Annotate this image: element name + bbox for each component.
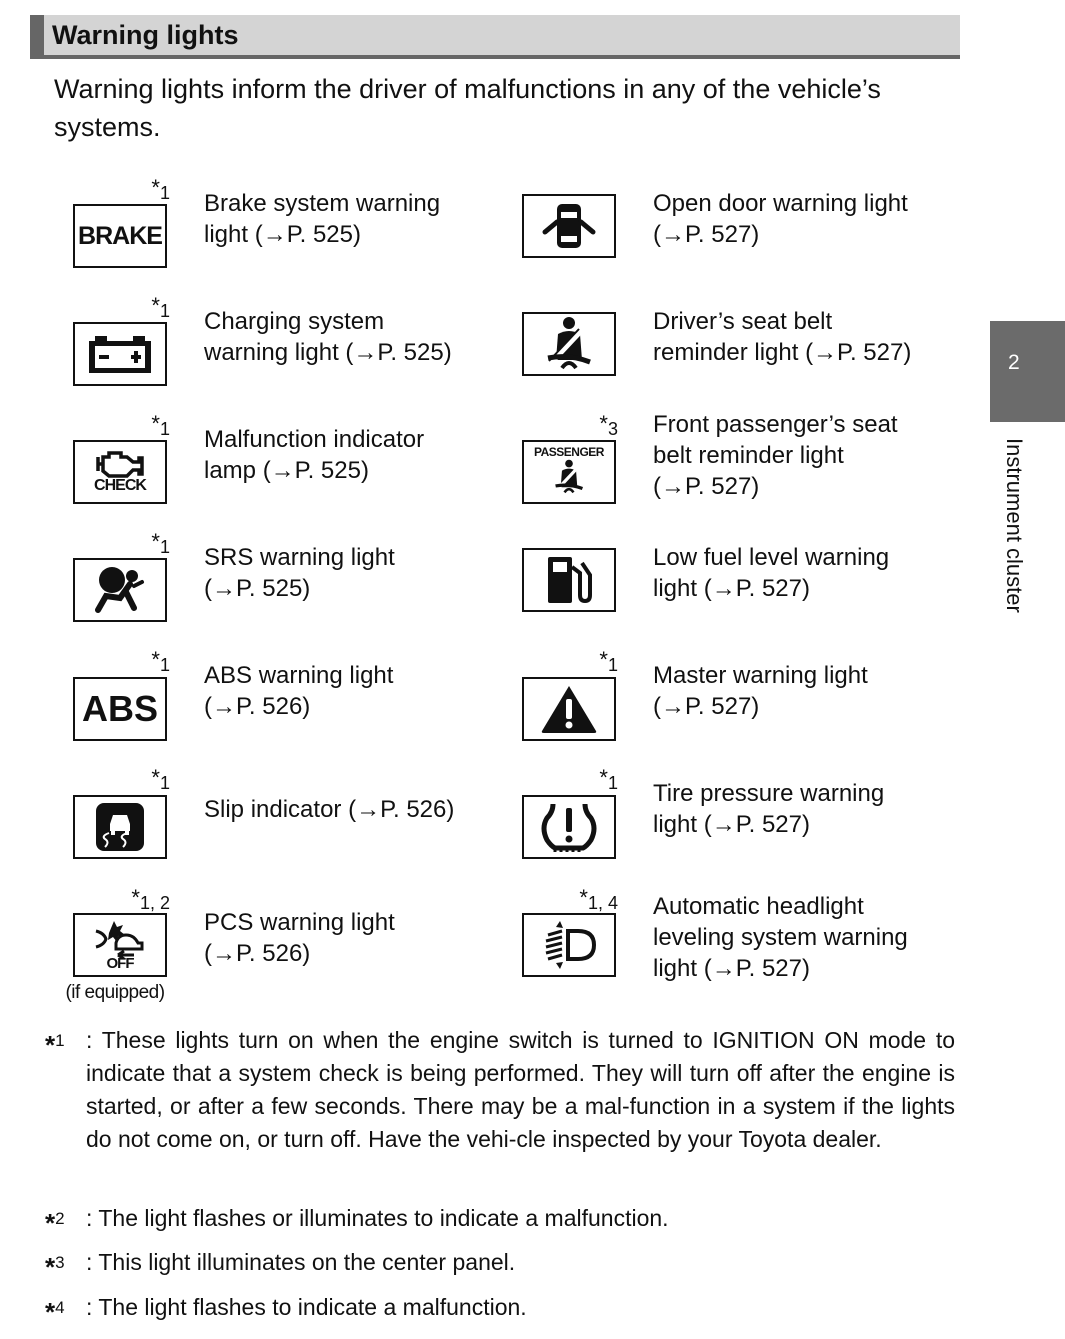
brake-icon	[73, 204, 167, 268]
abs-icon-text: ABS	[81, 688, 158, 729]
airbag-glyph	[92, 564, 148, 616]
passenger-seat-belt-icon	[522, 440, 616, 504]
chapter-title	[1000, 438, 1030, 648]
note-mark: $*_1$	[151, 647, 170, 675]
pcs-glyph	[92, 919, 148, 959]
brake-icon-text: BRAKE	[78, 221, 162, 250]
note-mark: $*_1$	[151, 765, 170, 793]
passenger-icon-text: PASSENGER	[534, 445, 604, 459]
item-label-malfunction	[204, 424, 504, 486]
battery-icon-glyph	[85, 332, 155, 376]
intro-paragraph: Warning lights inform the driver of malfunctions in any of the vehicle’s systems.	[54, 74, 881, 142]
item-label-fuel	[653, 542, 953, 604]
section-header	[30, 15, 960, 59]
seat-belt-glyph	[544, 316, 594, 372]
label-line: reminder light (→P. 527)	[653, 339, 912, 366]
fuel-icon	[522, 548, 616, 612]
engine-glyph	[94, 449, 146, 479]
if-equipped-note: (if equipped)	[65, 982, 165, 1003]
label-line: Charging system	[204, 308, 385, 335]
item-label-brake	[204, 188, 504, 250]
master-warning-icon	[522, 677, 616, 741]
open-door-icon	[522, 194, 616, 258]
pcs-icon	[73, 913, 167, 977]
footnote-text: : This light illuminates on the center panel.	[86, 1249, 516, 1275]
passenger-belt-glyph	[553, 459, 585, 495]
label-line: light (→P. 527)	[653, 811, 810, 838]
note-mark: $*_1$	[599, 647, 618, 675]
seat-belt-icon	[522, 312, 616, 376]
note-mark: $*_1$	[151, 529, 170, 557]
chapter-title-text: Instrument cluster	[1002, 438, 1027, 613]
footnote-text: : The light flashes to indicate a malfunction.	[86, 1294, 527, 1320]
airbag-icon	[73, 558, 167, 622]
battery-icon	[73, 322, 167, 386]
label-line: Tire pressure warning	[653, 780, 885, 807]
footnote-mark: *$^3$	[45, 1252, 65, 1282]
check-engine-icon	[73, 440, 167, 504]
note-mark: $*_1$	[151, 411, 170, 439]
label-line: belt reminder light	[653, 442, 844, 469]
label-line: ABS warning light	[204, 662, 394, 689]
headlight-glyph	[534, 917, 604, 973]
slip-glyph	[95, 802, 145, 852]
tire-pressure-glyph	[539, 800, 599, 854]
label-line: lamp (→P. 525)	[204, 457, 369, 484]
item-label-passenger	[653, 409, 953, 502]
label-line: (→P. 525)	[204, 575, 311, 602]
label-line: (→P. 527)	[653, 221, 760, 248]
footnote-mark: *$^2$	[45, 1208, 65, 1238]
note-mark: $*_1$	[151, 293, 170, 321]
note-mark: $*_{1, 2}$	[131, 885, 170, 913]
note-mark: $*_1$	[151, 175, 170, 203]
label-line: Brake system warning	[204, 190, 441, 217]
item-label-slip	[204, 794, 514, 825]
label-line: light (→P. 527)	[653, 955, 810, 982]
label-line: SRS warning light	[204, 544, 395, 571]
label-line: (→P. 526)	[204, 940, 311, 967]
footnote-2	[45, 1202, 955, 1238]
item-label-srs	[204, 542, 504, 604]
tire-pressure-icon	[522, 795, 616, 859]
note-mark: $*_1$	[599, 765, 618, 793]
label-line: Automatic headlight	[653, 893, 864, 920]
open-door-glyph	[541, 200, 597, 252]
label-line: Front passenger’s seat	[653, 411, 898, 438]
label-line: Driver’s seat belt	[653, 308, 833, 335]
section-title: Warning lights	[52, 20, 239, 50]
chapter-tab	[990, 321, 1065, 422]
check-engine-text: CHECK	[94, 477, 146, 494]
item-label-charging	[204, 306, 504, 368]
item-label-open-door	[653, 188, 953, 250]
label-line: (→P. 527)	[653, 693, 760, 720]
warning-triangle-glyph	[539, 683, 599, 735]
footnote-3	[45, 1246, 955, 1282]
label-line: (→P. 527)	[653, 473, 760, 500]
item-label-master	[653, 660, 953, 722]
label-line: Slip indicator (→P. 526)	[204, 796, 455, 823]
footnote-mark: *$^1$	[45, 1030, 65, 1060]
slip-indicator-icon	[73, 795, 167, 859]
fuel-glyph	[544, 553, 594, 607]
footnote-mark: *$^4$	[45, 1297, 65, 1327]
footnote-text: : These lights turn on when the engine switch is turned to IGNITION ON mode to indicate that a system check is being performed. They will turn off after the engine is started, or after a few seconds. There may be a mal-function in a system if the lights do not come on, or turn off. Have the vehi-cle inspected by your Toyota dealer.	[86, 1027, 955, 1152]
label-line: light (→P. 525)	[204, 221, 361, 248]
chapter-number: 2	[1008, 351, 1020, 374]
item-label-tire	[653, 778, 953, 840]
footnote-4	[45, 1291, 955, 1327]
item-label-pcs	[204, 907, 504, 969]
item-label-headlight	[653, 891, 953, 984]
item-label-seat-belt	[653, 306, 953, 368]
label-line: warning light (→P. 525)	[204, 339, 452, 366]
label-line: light (→P. 527)	[653, 575, 810, 602]
footnote-1	[45, 1024, 955, 1156]
footnote-text: : The light flashes or illuminates to indicate a malfunction.	[86, 1205, 669, 1231]
label-line: leveling system warning	[653, 924, 908, 951]
label-line: Master warning light	[653, 662, 868, 689]
headlight-leveling-icon	[522, 913, 616, 977]
label-line: Malfunction indicator	[204, 426, 425, 453]
label-line: PCS warning light	[204, 909, 395, 936]
item-label-abs	[204, 660, 504, 722]
pcs-icon-text: OFF	[106, 954, 134, 972]
label-line: Low fuel level warning	[653, 544, 890, 571]
label-line: (→P. 526)	[204, 693, 311, 720]
abs-icon	[73, 677, 167, 741]
note-mark: $*_{1, 4}$	[579, 885, 618, 913]
note-mark: $*_3$	[599, 411, 618, 439]
label-line: Open door warning light	[653, 190, 908, 217]
